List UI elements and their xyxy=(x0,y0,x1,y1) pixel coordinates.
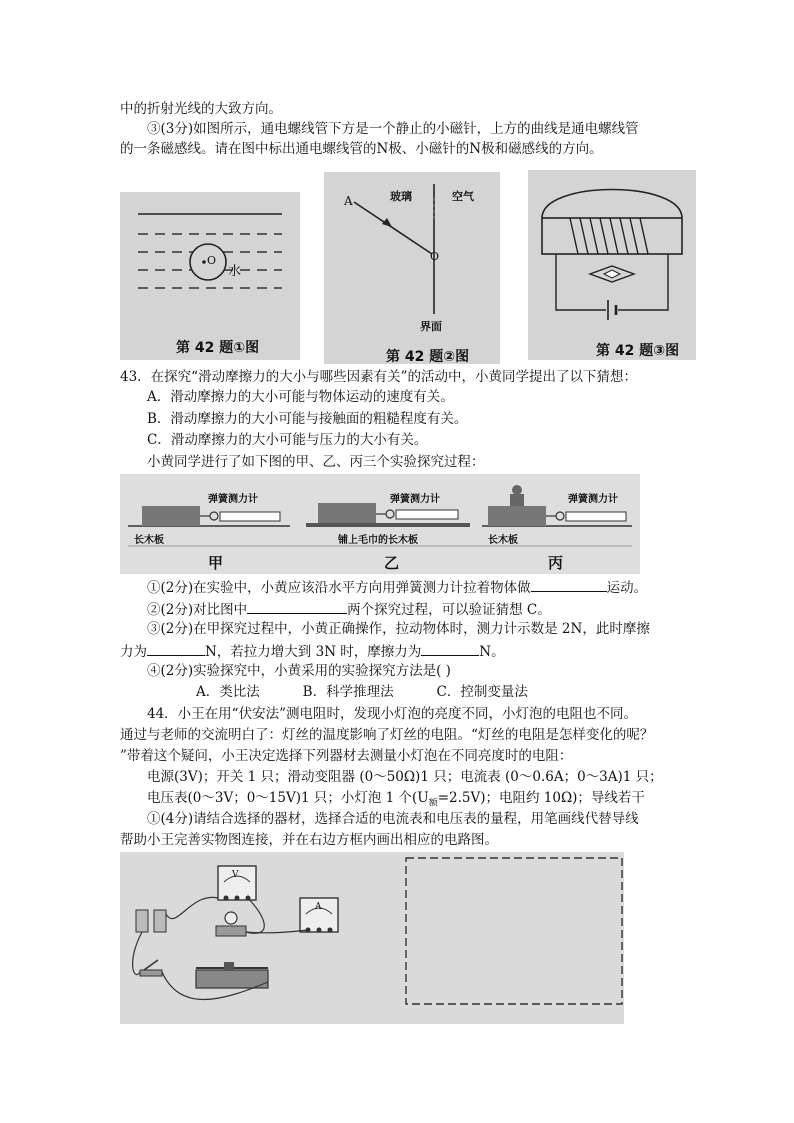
q44-sub1-line2: 帮助小王完善实物图连接，并在右边方框内画出相应的电路图。 xyxy=(120,832,498,848)
q43-sub3-line1: ③(2分)在甲探究过程中，小黄正确操作，拉动物体时，测力计示数是 2N，此时摩擦 xyxy=(147,621,650,637)
yi-spring-scale-label: 弹簧测力计 xyxy=(390,494,440,505)
label-yi: 乙 xyxy=(384,554,400,572)
fig2-interface-label: 界面 xyxy=(420,320,442,333)
fig2-glass-label: 玻璃 xyxy=(390,190,412,203)
label-bing: 丙 xyxy=(548,554,564,572)
figure-42-1 xyxy=(120,192,300,360)
figure-42-2 xyxy=(324,172,500,364)
q43-sub2-text-a: ②(2分)对比图中 xyxy=(147,602,248,618)
q43-sub2-text-b: 两个探究过程，可以验证猜想 C。 xyxy=(347,602,551,618)
fig1-o-label: O xyxy=(207,254,217,267)
q43-sub3-text-a: 力为 xyxy=(120,644,147,660)
q43-sub1-text-a: ①(2分)在实验中，小黄应该沿水平方向用弹簧测力计拉着物体做 xyxy=(147,580,531,596)
q43-sub1-text-b: 运动。 xyxy=(606,580,648,596)
q43-sub3-text-b: N，若拉力增大到 3N 时，摩擦力为 xyxy=(205,644,422,660)
q43-intro: 43．在探究“滑动摩擦力的大小与哪些因素有关”的活动中，小黄同学提出了以下猜想： xyxy=(120,369,637,385)
q43-sub1-blank[interactable] xyxy=(531,577,607,592)
q43-sub4: ④(2分)实验探究中，小黄采用的实验探究方法是( ) xyxy=(147,663,451,679)
bing-board-label: 长木板 xyxy=(488,535,518,546)
fig2-point-a: A xyxy=(344,194,353,208)
q44-line5-text-a: 电压表(0～3V；0～15V)1 只；小灯泡 1 个(U xyxy=(147,790,429,806)
q43-guess-b: B．滑动摩擦力的大小可能与接触面的粗糙程度有关。 xyxy=(147,411,468,427)
fig1-water-label: 水 xyxy=(228,264,242,279)
fig2-caption: 第 42 题②图 xyxy=(386,349,470,364)
circuit-figure xyxy=(120,852,624,1024)
q43-sub3-blank1[interactable] xyxy=(147,641,205,656)
q43-options: A．类比法 B．科学推理法 C．控制变量法 xyxy=(196,684,528,700)
q44-line3: ”带着这个疑问，小王决定选择下列器材去测量小灯泡在不同亮度时的电阻： xyxy=(120,748,573,764)
q43-sub2-blank[interactable] xyxy=(247,599,347,614)
q43-sub3-text-c: N。 xyxy=(479,644,505,660)
yi-board-label: 铺上毛巾的长木板 xyxy=(338,535,418,546)
fig3-caption: 第 42 题③图 xyxy=(596,343,680,359)
fig1-caption: 第 42 题①图 xyxy=(176,340,260,356)
voltmeter-label: V xyxy=(232,870,239,880)
jia-board-label: 长木板 xyxy=(134,535,164,546)
q42-text-line1: 中的折射光线的大致方向。 xyxy=(120,101,282,117)
q43-sub1 xyxy=(147,577,647,597)
jia-spring-scale-label: 弹簧测力计 xyxy=(208,494,258,505)
q43-guess-a: A．滑动摩擦力的大小可能与物体运动的速度有关。 xyxy=(147,389,454,405)
q44-line2: 通过与老师的交流明白了：灯丝的温度影响了灯丝的电阻。“灯丝的电阻是怎样变化的呢？ xyxy=(120,727,654,743)
figure-42-3 xyxy=(528,170,696,360)
q44-sub1-line1: ①(4分)请结合选择的器材，选择合适的电流表和电压表的量程，用笔画线代替导线 xyxy=(147,811,639,827)
q43-sub3-blank2[interactable] xyxy=(421,641,479,656)
q42-part3-line2: 的一条磁感线。请在图中标出通电螺线管的N极、小磁针的N极和磁感线的方向。 xyxy=(120,141,603,157)
fig2-air-label: 空气 xyxy=(452,190,474,203)
q43-sub2 xyxy=(147,599,551,619)
q43-guess-c: C．滑动摩擦力的大小可能与压力的大小有关。 xyxy=(147,432,428,448)
q44-rated-subscript: 额 xyxy=(428,798,438,809)
q42-part3-line1: ③(3分)如图所示，通电螺线管下方是一个静止的小磁针，上方的曲线是通电螺线管 xyxy=(147,121,639,137)
friction-experiment-figure xyxy=(120,474,640,574)
fig2-point-o: O xyxy=(430,250,440,263)
label-jia: 甲 xyxy=(208,554,224,572)
q44-line1: 44．小王在用“伏安法”测电阻时，发现小灯泡的亮度不同，小灯泡的电阻也不同。 xyxy=(147,706,637,722)
ammeter-label: A xyxy=(315,902,322,912)
q43-process: 小黄同学进行了如下图的甲、乙、丙三个实验探究过程： xyxy=(147,454,485,470)
q44-line5-text-b: =2.5V)；电阻约 10Ω)；导线若干 xyxy=(437,790,645,806)
q44-line4: 电源(3V)；开关 1 只；滑动变阻器 (0～50Ω)1 只；电流表 (0～0.6A；0～3A)1 只； xyxy=(147,769,663,785)
bing-spring-scale-label: 弹簧测力计 xyxy=(568,494,618,505)
q43-sub3-line2 xyxy=(120,641,505,661)
